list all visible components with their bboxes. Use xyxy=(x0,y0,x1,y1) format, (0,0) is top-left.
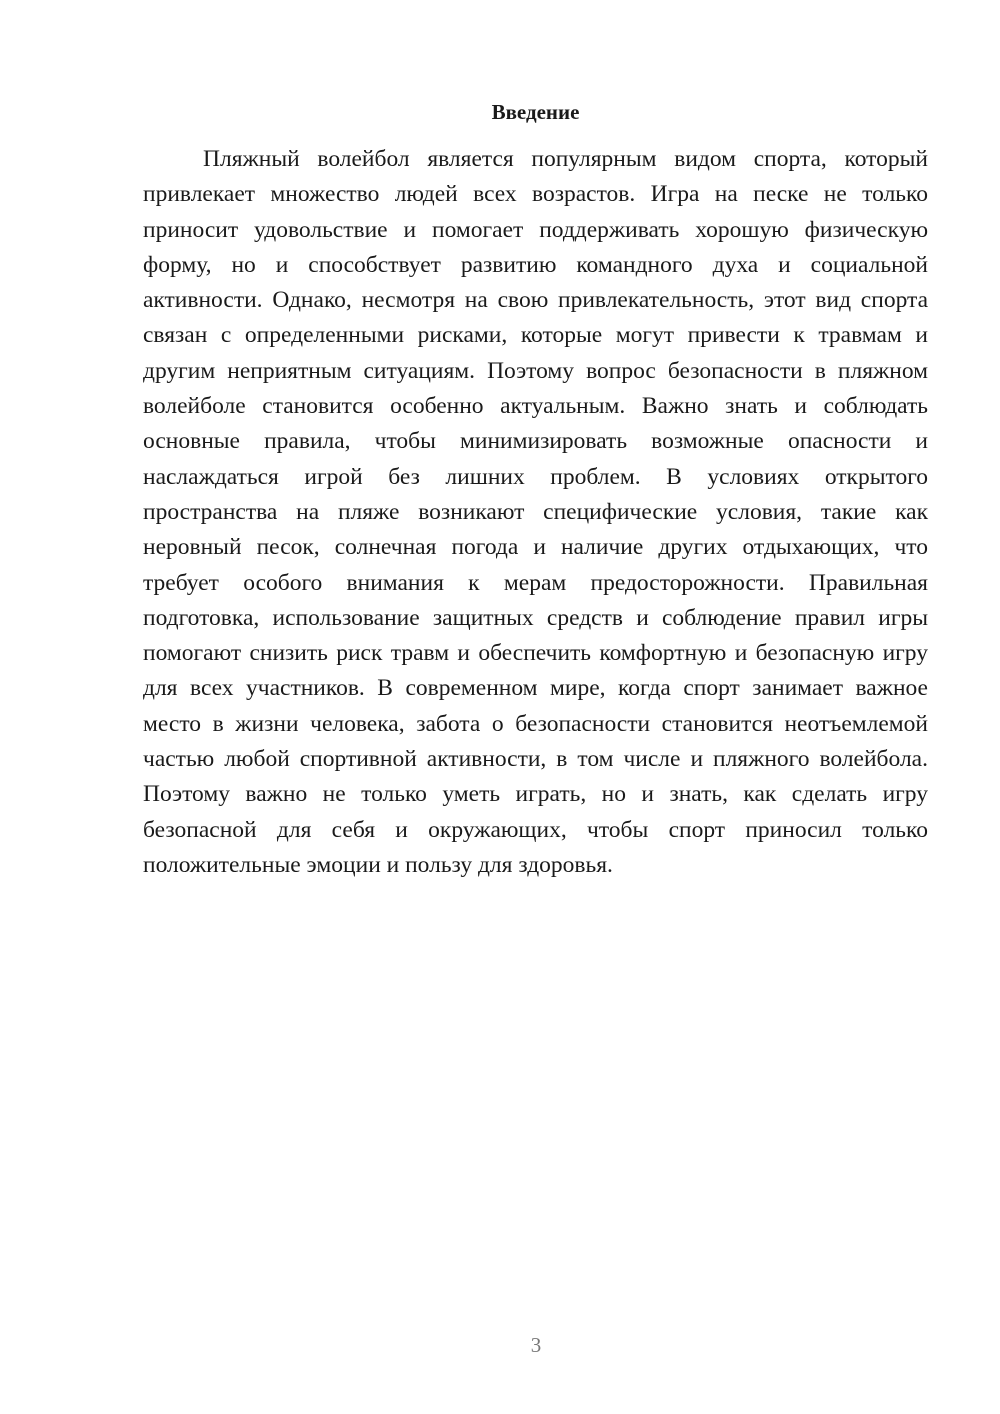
page-number: 3 xyxy=(530,1333,542,1357)
body-paragraph: Пляжный волейбол является популярным видом спорта, который привлекает множество людей всех возрастов. Игра на песке не только приносит удовольствие и помогает поддерживать хорошую физическую форму, но и способствует развитию командного духа и социальной активности. Однако, несмотря на свою привлекательность, этот вид спорта связан с определенными рисками, которые могут привести к травмам и другим неприятным ситуациям. Поэтому вопрос безопасности в пляжном волейболе становится особенно актуальным. Важно знать и соблюдать основные правила, чтобы минимизировать возможные опасности и наслаждаться игрой без лишних проблем. В условиях открытого пространства на пляже возникают специфические условия, такие как неровный песок, солнечная погода и наличие других отдыхающих, что требует особого внимания к мерам предосторожности. Правильная подготовка, использование защитных средств и соблюдение правил игры помогают снизить риск травм и обеспечить комфортную и безопасную игру для всех участников. В современном мире, когда спорт занимает важное место в жизни человека, забота о безопасности становится неотъемлемой частью любой спортивной активности, в том числе и пляжного волейбола. Поэтому важно не только уметь играть, но и знать, как сделать игру безопасной для себя и окружающих, чтобы спорт приносил только положительные эмоции и пользу для здоровья. xyxy=(143,146,928,878)
section-heading: Введение xyxy=(491,100,580,124)
